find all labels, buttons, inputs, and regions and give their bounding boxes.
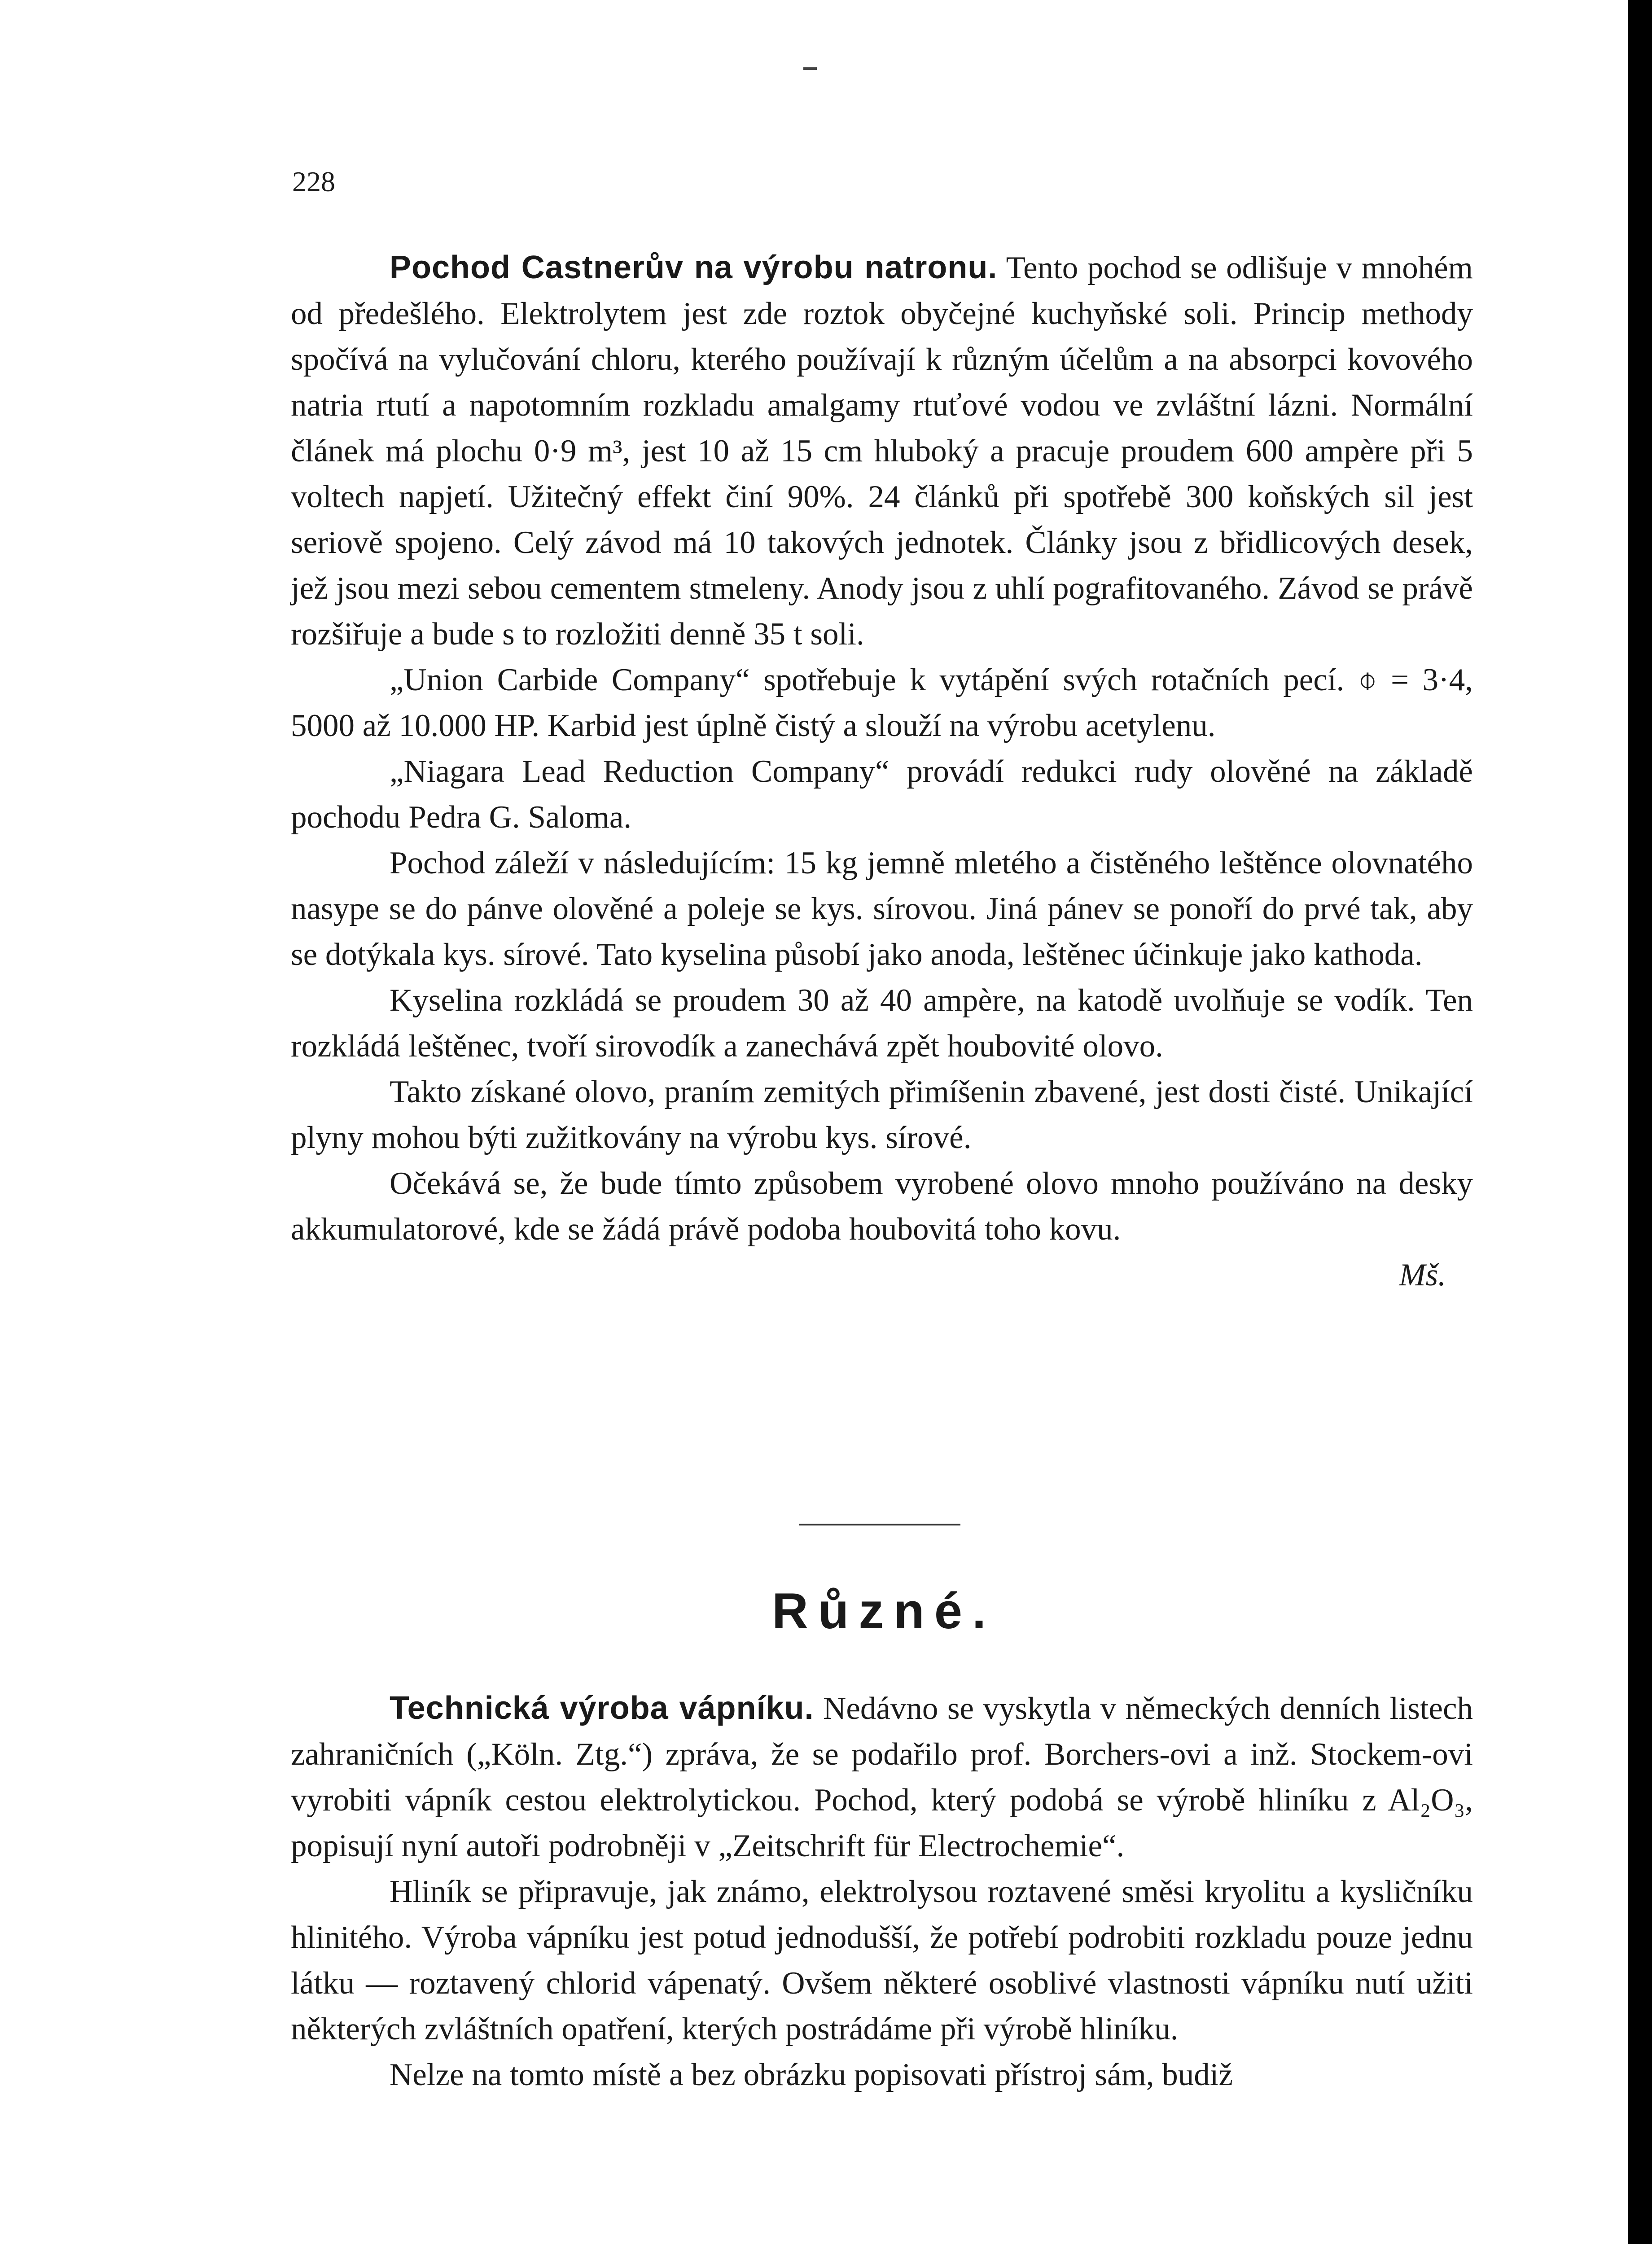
section-divider [799,1524,960,1525]
paragraph-text: Tento pochod se odlišuje v mnohém od předešlého. Elektrolytem jest zde roztok obyčejné kuchyňské soli. Princip methody spočívá na vylučování chloru, kterého používají k různým účelům a na absorpci kovového natria rtutí a napotomním rozkladu amalgamy rtuťové vodou ve zvláštní lázni. Normální článek má plochu 0·9 m³, jest 10 až 15 cm hluboký a pracuje proudem 600 ampère při 5 voltech napjetí. Užitečný effekt činí 90%. 24 článků při spotřebě 300 koňských sil jest seriově spojeno. Celý závod má 10 takových jednotek. Články jsou z břidlicových desek, jež jsou mezi sebou cementem stmeleny. Anody jsou z uhlí pografitovaného. Závod se právě rozšiřuje a bude s to rozložiti denně 35 t soli. [291,250,1473,652]
paragraph: Hliník se připravuje, jak známo, elektrolysou roztavené směsi kryolitu a kysličníku hlinitého. Výroba vápníku jest potud jednodušší, že potřebí podrobiti rozkladu pouze jednu látku — roztavený chlorid vápenatý. Ovšem některé osoblivé vlastnosti vápníku nutí užiti některých zvláštních opatření, kterých postrádáme při výrobě hliníku. [291,1874,1473,2047]
paragraph: Nelze na tomto místě a bez obrázku popisovati přístroj sám, budiž [390,2057,1233,2092]
scan-border [1628,0,1652,2244]
paragraph: Kyselina rozkládá se proudem 30 až 40 ampère, na katodě uvolňuje se vodík. Ten rozkládá leštěnec, tvoří sirovodík a zanechává zpět houbovité olovo. [291,983,1473,1064]
section-title: Různé. [772,1583,996,1639]
scan-mark [803,67,817,70]
section-castner [291,245,1473,1298]
paragraph [291,245,1473,657]
paragraph: „Union Carbide Company“ spotřebuje k vytápění svých rotačních pecí. ⌽ = 3·4, 5000 až 10.000 HP. Karbid jest úplně čistý a slouží na výrobu acetylenu. [291,662,1473,743]
paragraph: Pochod záleží v následujícím: 15 kg jemně mletého a čistěného leštěnce olovnatého nasype se do pánve olověné a poleje se kys. sírovou. Jiná pánev se ponoří do prvé tak, aby se dotýkala kys. sírové. Tato kyselina působí jako anoda, leštěnec účinkuje jako kathoda. [291,846,1473,972]
section-heading: Technická výroba vápníku. [390,1690,814,1726]
page-number: 228 [292,166,335,197]
section-vapnik [291,1685,1473,2098]
paragraph: „Niagara Lead Reduction Company“ provádí redukci rudy olověné na základě pochodu Pedra G. Saloma. [291,754,1473,835]
paragraph: Očekává se, že bude tímto způsobem vyrobené olovo mnoho používáno na desky akkumulatorové, kde se žádá právě podoba houbovitá toho kovu. [291,1166,1473,1247]
section-heading: Pochod Castnerův na výrobu natronu. [390,250,998,285]
author-signature: Mš. [1399,1258,1446,1293]
signature-line [291,1252,1473,1298]
paragraph: Takto získané olovo, praním zemitých přimíšenin zbavené, jest dosti čisté. Unikající plyny mohou býti zužitkovány na výrobu kys. sírové. [291,1074,1473,1155]
paragraph-text: Nedávno se vyskytla v německých denních listech zahraničních („Köln. Ztg.“) zpráva, že se podařilo prof. Borchers-ovi a inž. Stockem-ovi vyrobiti vápník cestou elektrolytickou. Pochod, který podobá se výrobě hliníku z Al₂O₃, popisují nyní autoři podrobněji v „Zeitschrift für Electrochemie“. [291,1691,1473,1863]
paragraph [291,1685,1473,1869]
